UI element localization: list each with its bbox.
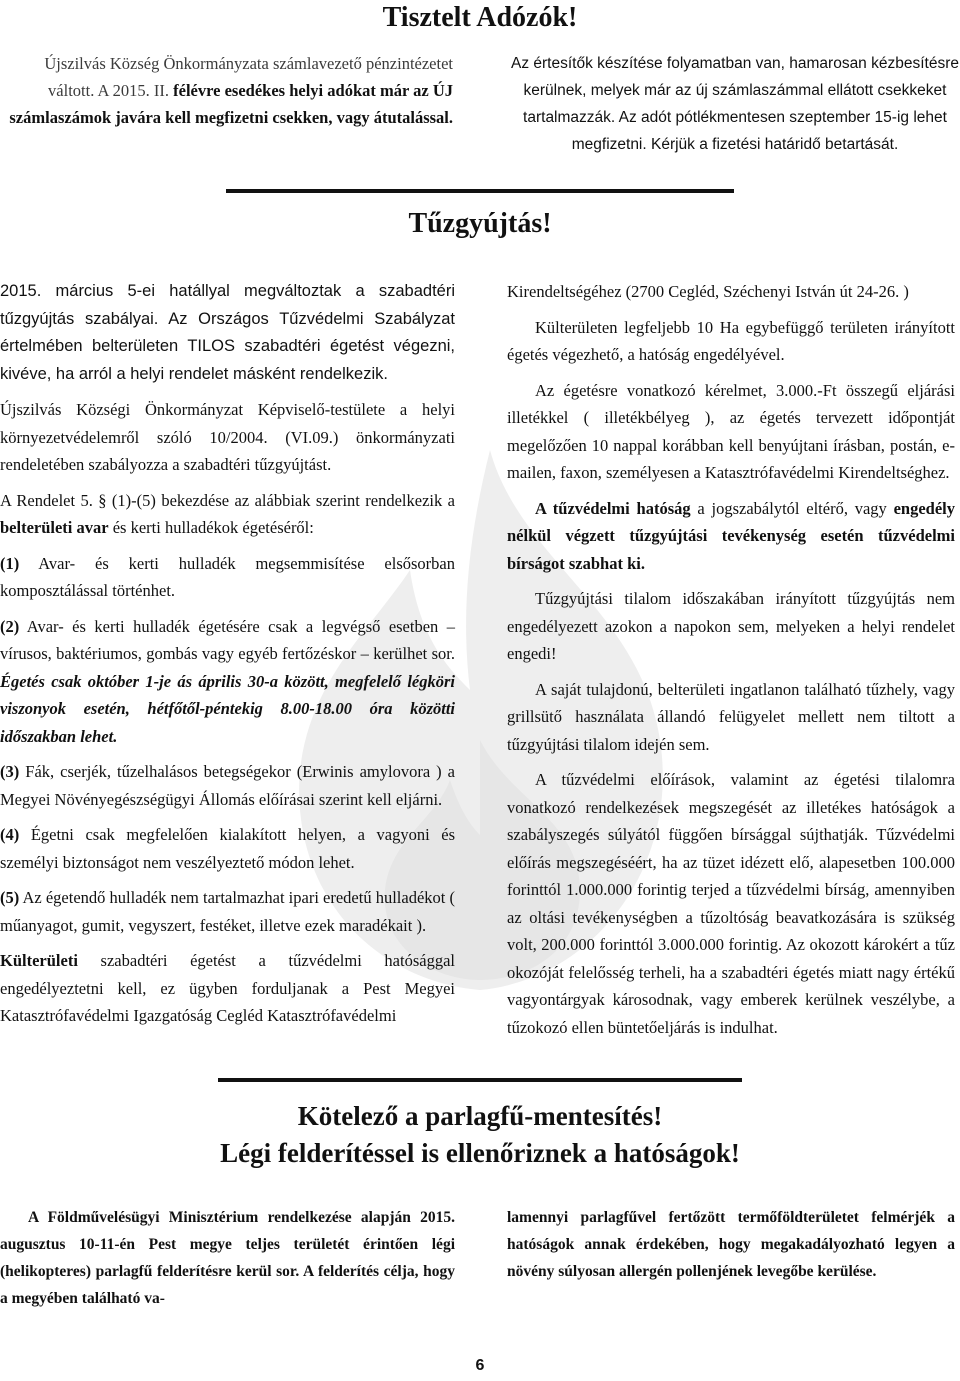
text-bold: belterületi avar <box>0 518 109 537</box>
paragraph: Tűzgyújtási tilalom időszakában irányított tűzgyújtás nem engedélyezett azokon a napokon sem, melyeken a helyi rendelet engedi! <box>507 589 955 663</box>
text-bold: engedély nélkül végzett tűzgyújtási tevékenység esetén tűzvédelmi bírságot szabhat ki. <box>507 498 955 573</box>
rule-number: (5) <box>0 888 20 907</box>
paragraph: A Földművelésügyi Minisztérium rendelkezése alapján 2015. augusztus 10-11-én Pest megye teljes területét érintően légi (helikopteres) parlagfű felderítésre kerül sor. A felderítés célja, hogy a megyében található va- <box>0 1209 455 1307</box>
rule-number: (1) <box>0 553 20 573</box>
divider-bottom <box>218 1078 742 1082</box>
text: és kerti hulladékok égetéséről: <box>108 518 314 537</box>
rule-4 <box>0 821 455 876</box>
page-title: Tisztelt Adózók! <box>382 2 578 33</box>
notice-bank-change <box>0 50 453 131</box>
rule-text: Avar- és kerti hulladék megsemmisítése elsősorban komposztálással történhet. <box>0 553 455 600</box>
rule-number: (4) <box>0 825 20 844</box>
rule-text: Avar- és kerti hulladék égetésére csak a legvégső esetben – vírusos, baktériumos, gombás vagy egyéb fertőzéskor – kerülhet sor. <box>0 616 455 663</box>
ragweed-right-column <box>507 1204 955 1285</box>
rule-number: (2) <box>0 616 20 636</box>
ragweed-left-column <box>0 1204 455 1312</box>
paragraph: Újszilvás Községi Önkormányzat Képviselő-testülete a helyi környezetvédelemről szóló 10/2004. (VI.09.) önkormányzati rendeletében szabályozza a szabadtéri tűzgyújtást. <box>0 400 455 474</box>
fire-left-column <box>0 278 455 1038</box>
divider-top <box>226 189 734 193</box>
ragweed-title-line2: Légi felderítéssel is ellenőriznek a hatóságok! <box>220 1138 740 1168</box>
paragraph <box>0 947 455 1030</box>
notice-invoice-info: Az értesítők készítése folyamatban van, hamarosan kézbesítésre kerülnek, melyek már az új számlaszámmal ellátott csekkeket tartalmazzák. Az adót pótlékmentesen szeptember 15-ig lehet megfizetni. Kérjük a fizetési határidő betartását. <box>510 55 959 153</box>
rule-2 <box>0 613 455 751</box>
paragraph: A tűzvédelmi előírások, valamint az égetési tilalomra vonatkozó rendelkezések megszegését az illetékes hatóságok a szabályszegés súlyától függően bírsággal sújthatják. Tűzvédelmi előírás megszegéséért, ha az tüzet idézett elő, alapesetben 100.000 forinttól 1.000.000 forintig terjed a tűzvédelmi bírság, amennyiben az oltási tevékenységben a tűzoltóság beavatkozására is szükség volt, 200.000 forinttól 3.000.000 forintig. Az okozott károkért a tűz okozóját felelősség terheli, ha a szabadtéri égetés miatt nagy értékű vagyontárgyak károsodnak, vagy emberek kerülnek veszélybe, a tűzokozó ellen büntetőeljárás is indulhat. <box>507 770 955 1037</box>
paragraph <box>0 487 455 542</box>
paragraph: lamennyi parlagfűvel fertőzött termőföldterületet felmérjék a hatóságok annak érdekében, hogy megakadályozható legyen a növény súlyosan allergén pollenjének levegőbe kerülése. <box>507 1209 955 1280</box>
text-bold: A tűzvédelmi hatóság <box>535 498 691 518</box>
rule-text-emphasis: Égetés csak október 1-je ás április 30-a között, megfelelő légköri viszonyok esetén, hétfőtől-péntekig 8.00-18.00 óra közötti időszakban lehet. <box>0 671 455 746</box>
rule-number: (3) <box>0 762 20 781</box>
paragraph: Az égetésre vonatkozó kérelmet, 3.000.-Ft összegű eljárási illetékkel ( illetékbélyeg ), az égetés tervezett időpontját megelőzően 10 nappal korábban kell benyújtani írásban, postán, e-mailen, faxon, személyesen a Katasztrófavédelmi Kirendeltséghez. <box>507 380 955 482</box>
page-number: 6 <box>475 1357 485 1374</box>
notice-text: Újszilvás Község Önkormányzata számlavezető pénzintézetet váltott. A 2015. II. <box>44 54 453 100</box>
section-title-ragweed <box>0 1098 960 1172</box>
paragraph: A saját tulajdonú, belterületi ingatlanon található tűzhely, vagy grillsütő használata állandó felügyelet mellett nem tiltott a tűzgyújtási tilalom idején sem. <box>507 679 955 754</box>
paragraph <box>507 495 955 578</box>
rule-5 <box>0 884 455 939</box>
paragraph: Kirendeltségéhez (2700 Cegléd, Széchenyi István út 24-26. ) <box>507 282 909 301</box>
rule-text: Égetni csak megfelelően kialakított helyen, a vagyoni és személyi biztonságot nem veszélyeztető módon lehet. <box>0 825 455 872</box>
text: szabadtéri égetést a tűzvédelmi hatósággal engedélyeztetni kell, ez ügyben forduljanak a Pest Megyei Katasztrófavédelmi Igazgatóság Cegléd Katasztrófavédelmi <box>0 951 455 1025</box>
text-bold: Külterületi <box>0 951 78 970</box>
paragraph: 2015. március 5-ei hatállyal megváltoztak a szabadtéri tűzgyújtás szabályai. Az Országos Tűzvédelmi Szabályzat értelmében belterületen TILOS szabadtéri égetést végezni, kivéve, ha arról a helyi rendelet másként rendelkezik. <box>0 282 455 383</box>
rule-text: Az égetendő hulladék nem tartalmazhat ipari eredetű hulladékot ( műanyagot, gumit, vegyszert, festéket, illetve ezek maradékait ). <box>0 888 455 935</box>
rule-text: Fák, cserjék, tűzelhalásos betegségekor (Erwinis amylovora ) a Megyei Növényegészségügyi Állomás előírásai szerint kell eljárni. <box>0 762 455 809</box>
fire-right-column <box>507 278 955 1049</box>
text: a jogszabálytól eltérő, vagy <box>690 498 894 518</box>
ragweed-title-line1: Kötelező a parlagfű-mentesítés! <box>297 1101 663 1131</box>
section-title-fire: Tűzgyújtás! <box>408 208 552 239</box>
notice-text-bold: félévre esedékes helyi adókat már az ÚJ számlaszámok javára kell megfizetni csekken, vagy átutalással. <box>9 81 453 127</box>
rule-3 <box>0 758 455 813</box>
rule-1 <box>0 550 455 605</box>
text: A Rendelet 5. § (1)-(5) bekezdése az alábbiak szerint rendelkezik a <box>0 490 455 510</box>
paragraph: Külterületen legfeljebb 10 Ha egybefüggő területen irányított égetés végezhető, a hatóság engedélyével. <box>507 317 955 364</box>
